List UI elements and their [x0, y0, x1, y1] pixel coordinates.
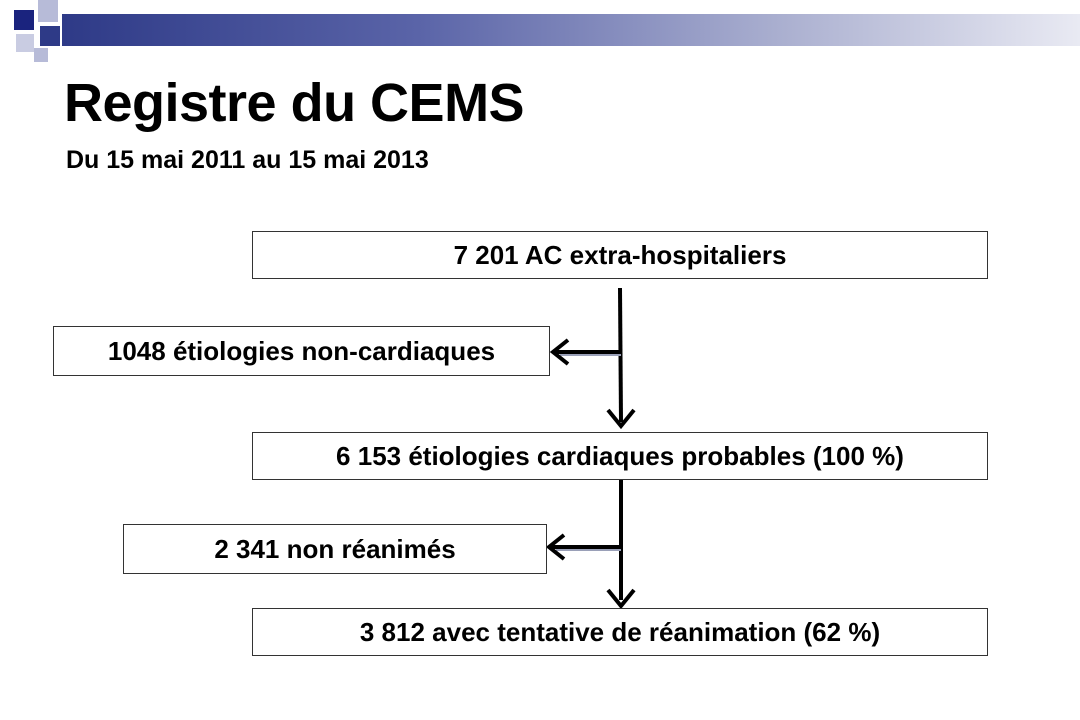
page-title: Registre du CEMS: [64, 73, 525, 133]
box-not-resuscitated: 2 341 non réanimés: [123, 524, 547, 574]
box-cardiac-etiologies: 6 153 étiologies cardiaques probables (100 %): [252, 432, 988, 480]
page-subtitle: Du 15 mai 2011 au 15 mai 2013: [66, 146, 429, 174]
box-total-cardiac-arrests: 7 201 AC extra-hospitaliers: [252, 231, 988, 279]
box-resuscitation-attempted: 3 812 avec tentative de réanimation (62 %): [252, 608, 988, 656]
box-non-cardiac-etiologies: 1048 étiologies non-cardiaques: [53, 326, 550, 376]
